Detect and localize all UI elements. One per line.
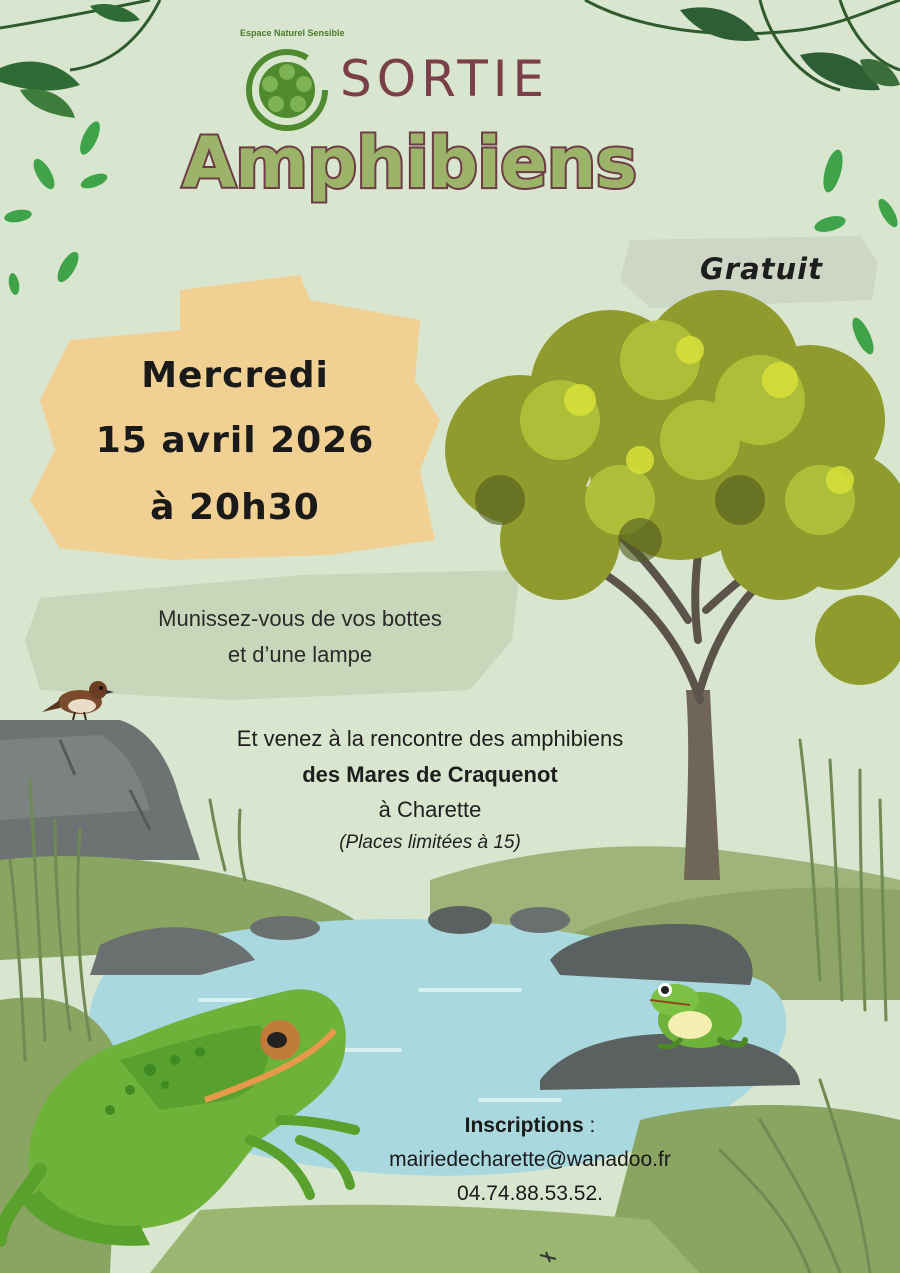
sortie-heading: SORTIE — [340, 50, 550, 108]
ens-flower-logo-icon — [249, 52, 325, 128]
contact-heading — [340, 1115, 720, 1136]
rock-icon — [250, 916, 320, 940]
event-day: Mercredi — [141, 355, 329, 396]
details-place: des Mares de Craquenot — [302, 762, 558, 787]
leaf-icon — [90, 4, 140, 22]
contact-heading-label: Inscriptions — [464, 1114, 584, 1137]
leaf-icon — [53, 249, 82, 285]
rock-icon — [510, 907, 570, 933]
leaf-icon — [848, 315, 878, 357]
event-date: 15 avril 2026 — [95, 420, 375, 461]
leaf-icon — [813, 213, 848, 235]
details-limit: (Places limitées à 15) — [339, 832, 521, 853]
leaf-icon — [7, 272, 21, 295]
leaf-icon — [820, 148, 847, 195]
contact-heading-suffix: : — [583, 1114, 596, 1137]
leaf-icon — [680, 7, 760, 41]
notice-brush-stroke — [25, 570, 520, 700]
vine-top-left-icon — [0, 0, 160, 70]
gratuit-badge: Gratuit — [700, 252, 823, 286]
details-town: à Charette — [378, 797, 482, 822]
leaf-icon — [76, 119, 104, 158]
contact-email[interactable]: mairiedecharette@wanadoo.fr — [389, 1148, 671, 1171]
page-title: Amphibiens — [182, 122, 637, 204]
equipment-line-2: et d’une lampe — [227, 642, 373, 667]
leaf-icon — [79, 171, 109, 192]
leaf-icon — [29, 156, 58, 192]
leaf-icon — [3, 208, 33, 225]
leaf-icon — [0, 62, 80, 91]
equipment-line-1: Munissez-vous de vos bottes — [158, 606, 442, 631]
ens-label: Espace Naturel Sensible — [240, 28, 345, 38]
leaf-icon — [875, 196, 900, 230]
contact-phone[interactable]: 04.74.88.53.52. — [457, 1182, 603, 1205]
details-intro: Et venez à la rencontre des amphibiens — [236, 726, 624, 751]
leaf-icon — [20, 89, 75, 118]
event-time: à 20h30 — [150, 487, 320, 528]
rock-icon — [428, 906, 492, 934]
